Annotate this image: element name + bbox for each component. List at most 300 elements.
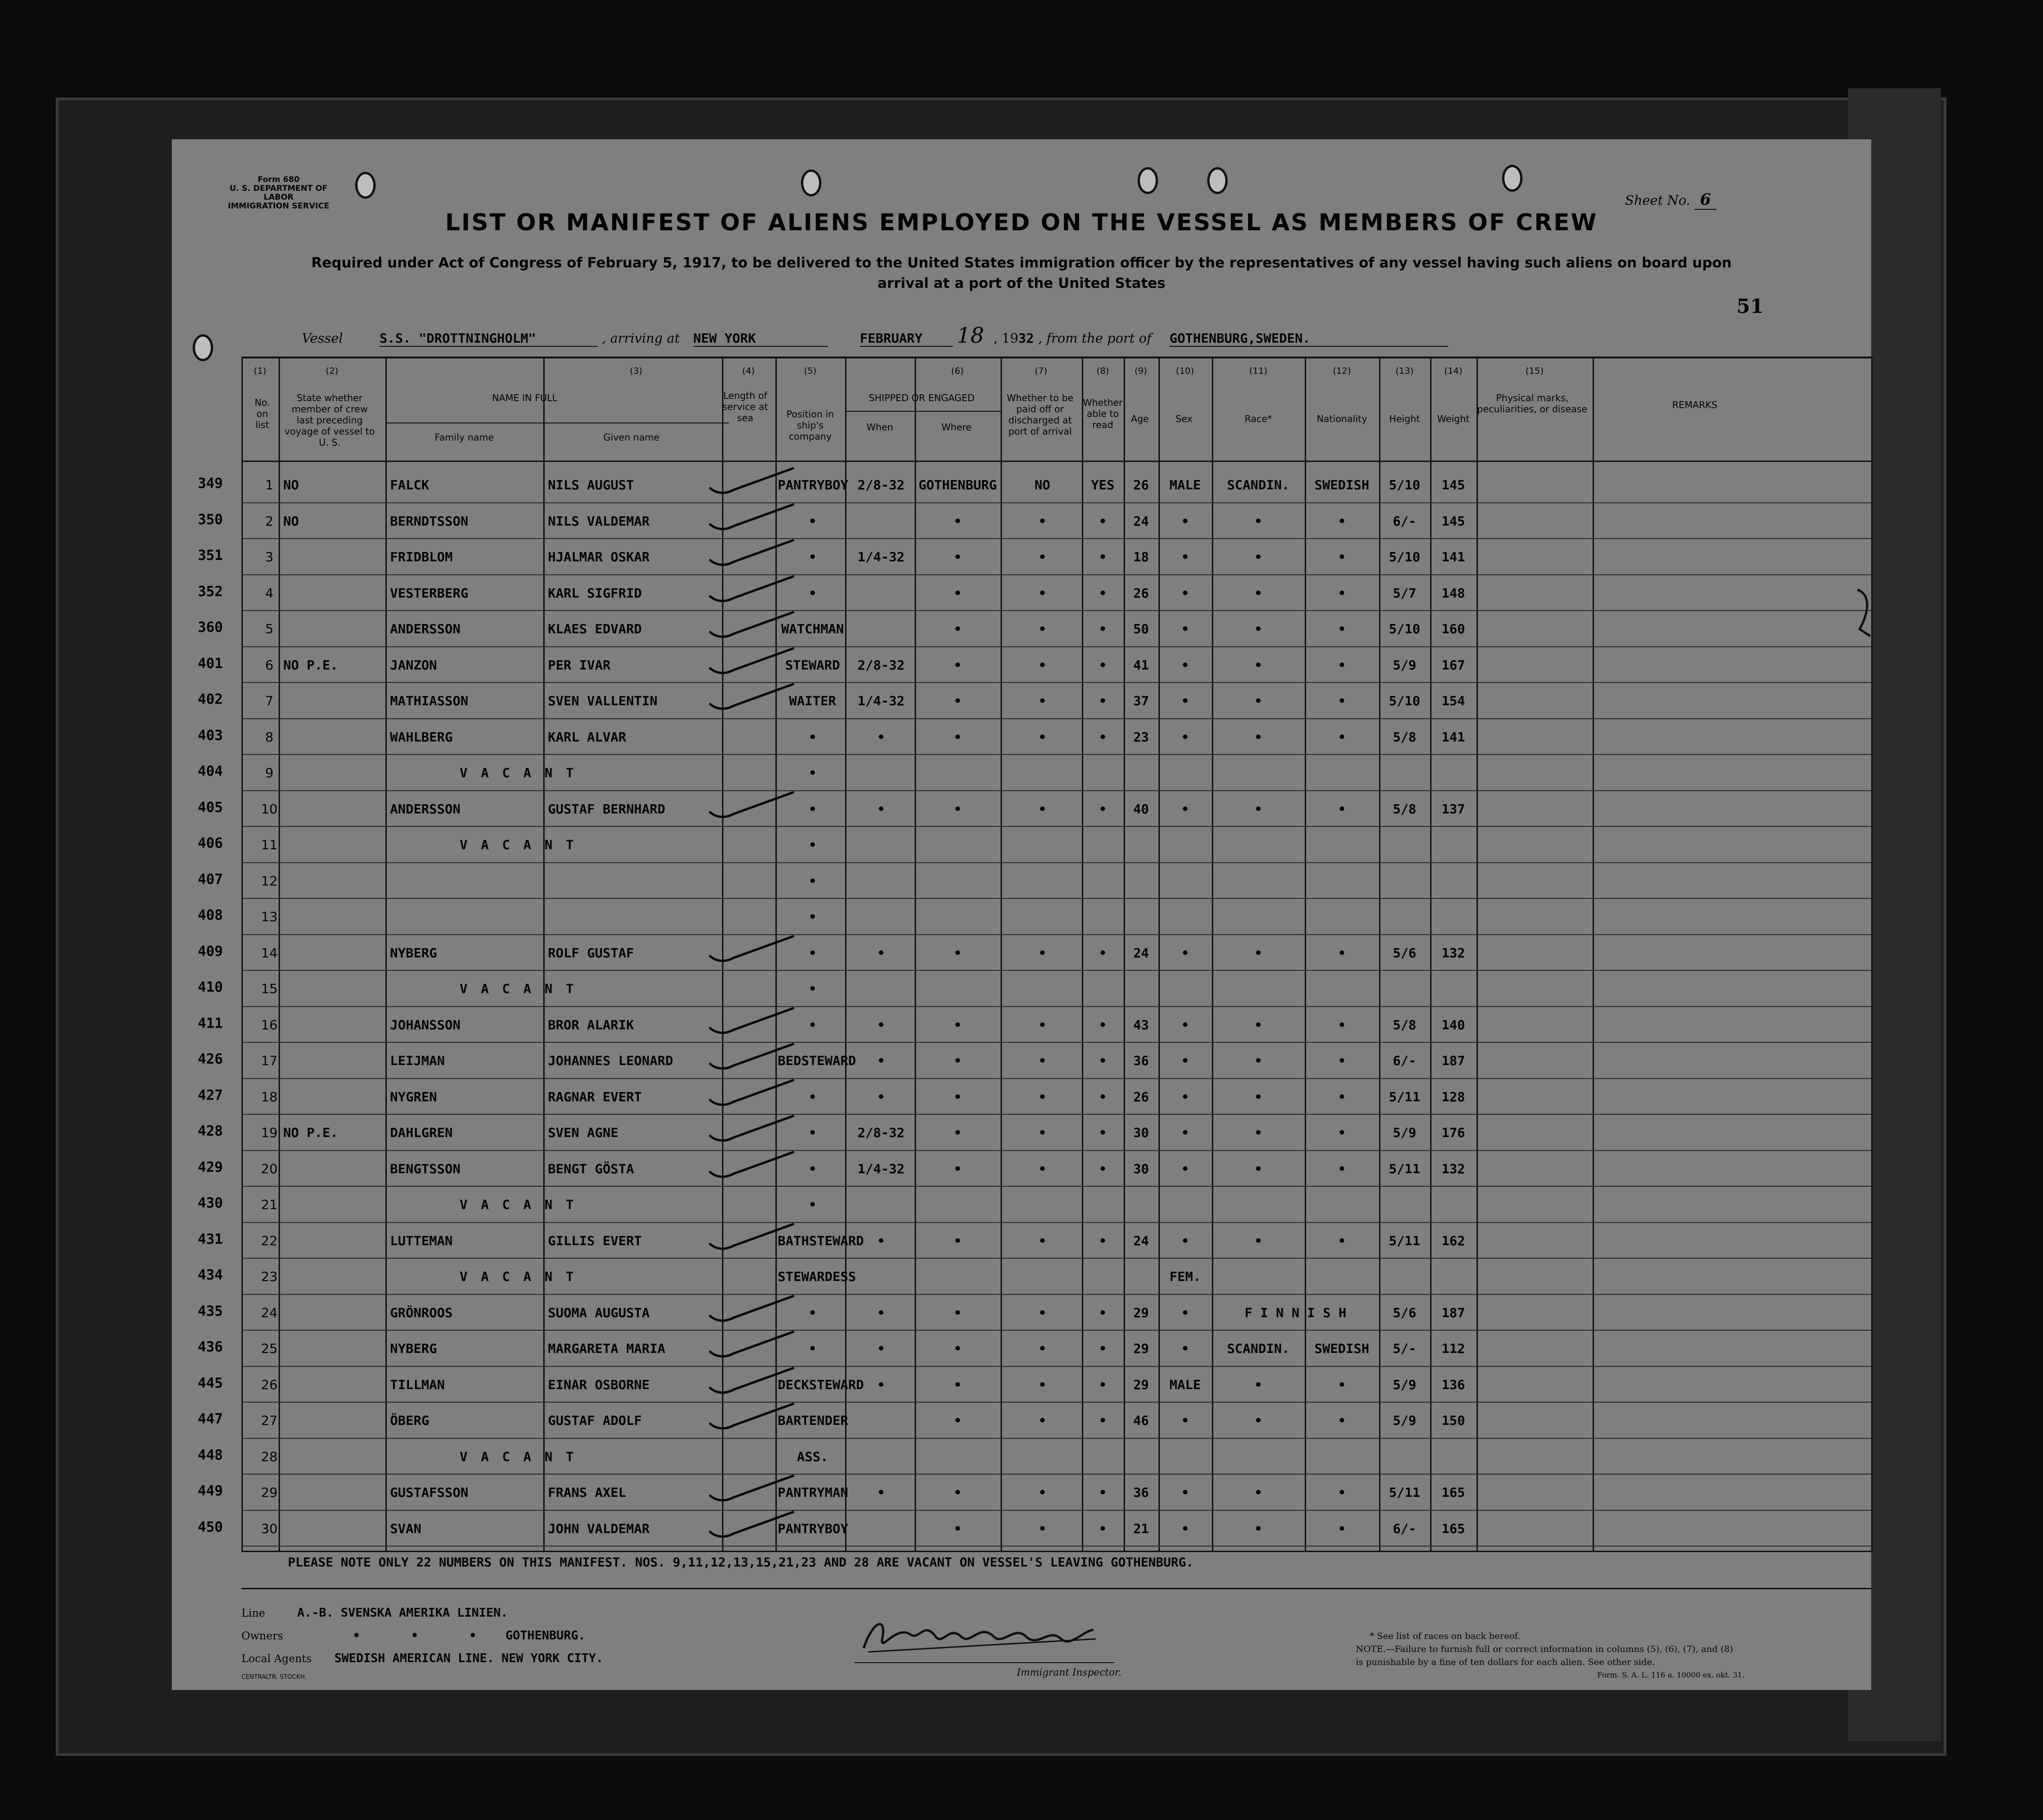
cell-position: •	[808, 585, 817, 601]
cell-weight: 165	[1441, 1521, 1465, 1536]
cell-race: SCANDIN.	[1227, 477, 1290, 493]
cell-nat: •	[1338, 621, 1346, 637]
sequence-number: 429	[197, 1159, 223, 1176]
cell-weight: 167	[1441, 657, 1465, 673]
cell-when: •	[877, 801, 885, 817]
column-number: (3)	[630, 366, 643, 376]
cell-family: TILLMAN	[390, 1377, 445, 1392]
page-title: LIST OR MANIFEST OF ALIENS EMPLOYED ON THE VESSEL AS MEMBERS OF CREW	[445, 209, 1598, 236]
cell-weight: 112	[1441, 1341, 1465, 1356]
cell-given: RAGNAR EVERT	[548, 1089, 642, 1105]
cell-weight: 145	[1441, 477, 1465, 493]
hdr-race: Race*	[1244, 413, 1272, 424]
vacant-label: V A C A N T	[460, 1449, 577, 1464]
penalty-note-2: is punishable by a fine of ten dollars for each alien. See other side.	[1356, 1657, 1655, 1667]
cell-age: 29	[1133, 1305, 1149, 1320]
column-number: (14)	[1444, 366, 1463, 376]
cell-position: •	[808, 549, 817, 565]
cell-where: •	[954, 1305, 962, 1320]
cell-where: •	[954, 1089, 962, 1105]
cell-height: 5/10	[1389, 693, 1420, 708]
cell-where: •	[954, 1017, 962, 1033]
cell-paid: •	[1038, 1305, 1047, 1320]
cell-when: 1/4-32	[857, 693, 905, 708]
cell-nat: SWEDISH	[1314, 1341, 1369, 1356]
check-mark	[706, 572, 799, 605]
cell-where: •	[954, 693, 962, 708]
cell-age: 41	[1133, 657, 1149, 673]
cell-nat: •	[1338, 729, 1346, 745]
cell-family: ANDERSSON	[390, 801, 461, 817]
cell-prev: NO	[283, 477, 299, 493]
cell-when: •	[877, 1341, 885, 1356]
cell-age: 26	[1133, 585, 1149, 601]
cell-read: •	[1099, 1233, 1107, 1248]
cell-height: 5/8	[1392, 801, 1417, 817]
cell-where: •	[954, 1161, 962, 1176]
cell-position: BEDSTEWARD	[778, 1053, 856, 1068]
cell-race: •	[1254, 549, 1262, 565]
sequence-number: 402	[197, 691, 223, 708]
cell-race: •	[1254, 693, 1262, 708]
cell-no: 2	[265, 513, 273, 529]
cell-read: •	[1099, 1053, 1107, 1068]
table-row	[172, 1332, 1871, 1369]
table-row	[172, 505, 1871, 541]
cell-when: •	[877, 1377, 885, 1392]
table-row	[172, 649, 1871, 685]
cell-weight: 176	[1441, 1125, 1465, 1140]
cell-age: 36	[1133, 1485, 1149, 1500]
table-row	[172, 1476, 1871, 1513]
cell-position: •	[808, 1341, 817, 1356]
hdr-state-whether: State whether member of crew last preceding voyage of vessel to U. S.	[284, 392, 375, 448]
cell-paid: •	[1038, 1161, 1047, 1176]
cell-paid: •	[1038, 657, 1047, 673]
check-mark	[706, 1508, 799, 1540]
cell-no: 5	[265, 621, 273, 637]
cell-given: ROLF GUSTAF	[548, 945, 634, 961]
cell-no: 18	[261, 1089, 278, 1105]
sheet-value: 6	[1694, 190, 1717, 210]
cell-given: SVEN AGNE	[548, 1125, 618, 1140]
table-row	[172, 577, 1871, 613]
sequence-number: 352	[197, 583, 223, 600]
cell-nat: •	[1338, 1089, 1346, 1105]
cell-race: •	[1254, 1161, 1262, 1176]
vacant-label: V A C A N T	[460, 765, 577, 780]
cell-position: PANTRYBOY	[778, 477, 848, 493]
footer-rule	[241, 1588, 1871, 1589]
cell-given: BROR ALARIK	[548, 1017, 634, 1033]
cell-read: •	[1099, 1017, 1107, 1033]
hdr-family-name: Family name	[435, 432, 494, 443]
cell-position: PANTRYBOY	[778, 1521, 848, 1536]
cell-no: 4	[265, 585, 273, 601]
cell-when: 1/4-32	[857, 549, 905, 565]
table-top-rule	[241, 357, 1871, 358]
cell-where: •	[954, 1377, 962, 1392]
column-number: (15)	[1525, 366, 1544, 376]
from-port: GOTHENBURG,SWEDEN.	[1170, 331, 1448, 347]
cell-position: •	[808, 837, 817, 852]
cell-nat: •	[1338, 801, 1346, 817]
cell-read: •	[1099, 657, 1107, 673]
cell-no: 15	[261, 981, 278, 996]
cell-race: •	[1254, 1521, 1262, 1536]
table-row	[172, 721, 1871, 757]
cell-position: •	[808, 765, 817, 780]
sequence-number: 351	[197, 547, 223, 564]
sequence-number: 411	[197, 1015, 223, 1032]
department: U. S. DEPARTMENT OF LABOR	[229, 184, 328, 202]
margin-mark	[1857, 585, 1871, 645]
cell-race: •	[1254, 1089, 1262, 1105]
cell-nat: •	[1338, 1017, 1346, 1033]
hdr-nationality: Nationality	[1316, 413, 1367, 424]
cell-family: LUTTEMAN	[390, 1233, 453, 1248]
cell-sex: •	[1181, 657, 1189, 673]
punch-hole	[355, 172, 376, 199]
sequence-number: 404	[197, 763, 223, 780]
cell-read: •	[1099, 1413, 1107, 1428]
cell-nat: •	[1338, 1161, 1346, 1176]
cell-position: •	[808, 729, 817, 745]
cell-nat: •	[1338, 945, 1346, 961]
cell-race: F I N N I S H	[1244, 1305, 1347, 1320]
cell-age: 36	[1133, 1053, 1149, 1068]
punch-hole	[801, 169, 821, 196]
cell-read: •	[1099, 549, 1107, 565]
hdr-length-service: Length of service at sea	[722, 390, 768, 423]
penalty-note-1: NOTE.—Failure to furnish full or correct information in columns (5), (6), (7), and (8)	[1356, 1644, 1733, 1654]
column-number: (8)	[1096, 366, 1109, 376]
cell-sex: •	[1181, 1521, 1189, 1536]
table-row	[172, 685, 1871, 721]
cell-nat: •	[1338, 513, 1346, 529]
cell-family: SVAN	[390, 1521, 422, 1536]
cell-when: •	[877, 1089, 885, 1105]
cell-nat: •	[1338, 585, 1346, 601]
cell-nat: •	[1338, 1053, 1346, 1068]
cell-race: •	[1254, 585, 1262, 601]
cell-position: ASS.	[797, 1449, 828, 1464]
cell-sex: FEM.	[1169, 1269, 1201, 1284]
cell-height: 5/6	[1392, 945, 1417, 961]
sequence-number: 403	[197, 727, 223, 744]
cell-position: WATCHMAN	[781, 621, 844, 637]
sequence-number: 430	[197, 1195, 223, 1211]
cell-race: •	[1254, 1017, 1262, 1033]
cell-no: 10	[261, 801, 278, 817]
cell-race: •	[1254, 1233, 1262, 1248]
cell-sex: •	[1181, 1125, 1189, 1140]
name-subrule	[385, 422, 729, 423]
check-mark	[706, 1040, 799, 1072]
cell-weight: 154	[1441, 693, 1465, 708]
cell-no: 11	[261, 837, 278, 852]
cell-no: 21	[261, 1197, 278, 1212]
cell-when: •	[877, 1017, 885, 1033]
hdr-physical-marks: Physical marks, peculiarities, or disease	[1477, 392, 1588, 415]
cell-where: •	[954, 1521, 962, 1536]
cell-nat: •	[1338, 1485, 1346, 1500]
cell-read: •	[1099, 1089, 1107, 1105]
check-mark	[706, 644, 799, 677]
cell-no: 1	[265, 477, 273, 493]
cell-read: •	[1099, 1341, 1107, 1356]
cell-weight: 132	[1441, 1161, 1465, 1176]
cell-sex: •	[1181, 1305, 1189, 1320]
cell-position: STEWARDESS	[778, 1269, 856, 1284]
cell-position: BARTENDER	[778, 1413, 848, 1428]
cell-age: 24	[1133, 945, 1149, 961]
cell-height: 5/10	[1389, 549, 1420, 565]
column-number: (12)	[1333, 366, 1351, 376]
cell-weight: 187	[1441, 1053, 1465, 1068]
table-row	[172, 1009, 1871, 1045]
table-row	[172, 1153, 1871, 1189]
cell-no: 30	[261, 1521, 278, 1536]
cell-read: •	[1099, 1161, 1107, 1176]
cell-given: KARL ALVAR	[548, 729, 626, 745]
cell-race: •	[1254, 621, 1262, 637]
cell-paid: •	[1038, 1053, 1047, 1068]
cell-family: ÖBERG	[390, 1413, 429, 1428]
inspector-label: Immigrant Inspector.	[1017, 1667, 1122, 1678]
column-number: (11)	[1249, 366, 1268, 376]
cell-read: •	[1099, 621, 1107, 637]
cell-position: •	[808, 1161, 817, 1176]
cell-height: 6/-	[1392, 1053, 1417, 1068]
column-number: (7)	[1035, 366, 1048, 376]
cell-given: HJALMAR OSKAR	[548, 549, 650, 565]
cell-no: 12	[261, 873, 278, 889]
cell-where: •	[954, 1341, 962, 1356]
cell-height: 5/11	[1389, 1089, 1420, 1105]
cell-paid: •	[1038, 1377, 1047, 1392]
cell-no: 24	[261, 1305, 278, 1320]
cell-read: •	[1099, 729, 1107, 745]
cell-age: 26	[1133, 477, 1149, 493]
vacancy-note: PLEASE NOTE ONLY 22 NUMBERS ON THIS MANIFEST. NOS. 9,11,12,13,15,21,23 AND 28 ARE VACANT ON VESSEL'S LEAVING GOTHENBURG.	[288, 1555, 1194, 1570]
cell-where: •	[954, 729, 962, 745]
cell-paid: •	[1038, 1413, 1047, 1428]
cell-nat: •	[1338, 549, 1346, 565]
cell-race: •	[1254, 1377, 1262, 1392]
cell-family: GRÖNROOS	[390, 1305, 453, 1320]
cell-sex: •	[1181, 549, 1189, 565]
form-number: Form 680	[257, 175, 300, 184]
cell-family: NYBERG	[390, 945, 437, 961]
hdr-name-in-full: NAME IN FULL	[492, 392, 558, 403]
cell-sex: •	[1181, 585, 1189, 601]
hdr-age: Age	[1131, 413, 1149, 424]
cell-position: DECKSTEWARD	[778, 1377, 864, 1392]
cell-age: 24	[1133, 1233, 1149, 1248]
cell-weight: 141	[1441, 549, 1465, 565]
cell-where: •	[954, 1053, 962, 1068]
vacant-label: V A C A N T	[460, 1197, 577, 1212]
column-number: (6)	[951, 366, 964, 376]
sequence-number: 409	[197, 943, 223, 960]
check-mark	[706, 788, 799, 821]
cell-age: 40	[1133, 801, 1149, 817]
cell-no: 8	[265, 729, 273, 745]
cell-where: GOTHENBURG	[918, 477, 997, 493]
cell-family: WAHLBERG	[390, 729, 453, 745]
cell-nat: •	[1338, 693, 1346, 708]
cell-position: •	[808, 1125, 817, 1140]
vacant-label: V A C A N T	[460, 981, 577, 996]
cell-weight: 136	[1441, 1377, 1465, 1392]
cell-given: SUOMA AUGUSTA	[548, 1305, 650, 1320]
table-row	[172, 1117, 1871, 1153]
table-row	[172, 1404, 1871, 1441]
sequence-number: 449	[197, 1483, 223, 1499]
sequence-number: 406	[197, 835, 223, 852]
column-number: (9)	[1134, 366, 1147, 376]
from-label: , from the port of	[1038, 331, 1152, 346]
cell-sex: MALE	[1169, 1377, 1201, 1392]
check-mark	[706, 1004, 799, 1037]
cell-weight: 140	[1441, 1017, 1465, 1033]
column-number: (1)	[254, 366, 267, 376]
cell-race: SCANDIN.	[1227, 1341, 1290, 1356]
form-code: Form. S. A. L. 116 a. 10000 ex. okt. 31.	[1597, 1670, 1745, 1679]
cell-position: •	[808, 1197, 817, 1212]
cell-nat: SWEDISH	[1314, 477, 1369, 493]
cell-position: •	[808, 513, 817, 529]
cell-nat: •	[1338, 1233, 1346, 1248]
owners-value: • • • GOTHENBURG.	[353, 1629, 586, 1643]
cell-family: FRIDBLOM	[390, 549, 453, 565]
shipped-subrule	[845, 411, 1001, 412]
cell-weight: 137	[1441, 801, 1465, 817]
cell-sex: •	[1181, 621, 1189, 637]
cell-sex: •	[1181, 1485, 1189, 1500]
table-row	[172, 973, 1871, 1009]
cell-where: •	[954, 801, 962, 817]
table-row	[172, 613, 1871, 649]
cell-weight: 141	[1441, 729, 1465, 745]
cell-no: 6	[265, 657, 273, 673]
sequence-number: 426	[197, 1051, 223, 1067]
cell-read: •	[1099, 1305, 1107, 1320]
check-mark	[706, 1112, 799, 1144]
cell-age: 37	[1133, 693, 1149, 708]
cell-where: •	[954, 1413, 962, 1428]
cell-age: 21	[1133, 1521, 1149, 1536]
cell-no: 16	[261, 1017, 278, 1033]
cell-paid: •	[1038, 1017, 1047, 1033]
table-row	[172, 793, 1871, 829]
cell-sex: •	[1181, 1017, 1189, 1033]
cell-when: •	[877, 1053, 885, 1068]
cell-where: •	[954, 621, 962, 637]
cell-given: PER IVAR	[548, 657, 611, 673]
cell-paid: •	[1038, 729, 1047, 745]
page-subtitle	[237, 253, 1806, 294]
cell-when: 1/4-32	[857, 1161, 905, 1176]
table-row	[172, 1369, 1871, 1405]
cell-height: 5/6	[1392, 1305, 1417, 1320]
vessel-name: S.S. "DROTTNINGHOLM"	[379, 331, 598, 347]
cell-no: 25	[261, 1341, 278, 1356]
cell-where: •	[954, 513, 962, 529]
column-number: (10)	[1176, 366, 1194, 376]
cell-weight: 162	[1441, 1233, 1465, 1248]
cell-paid: •	[1038, 513, 1047, 529]
cell-weight: 148	[1441, 585, 1465, 601]
cell-age: 29	[1133, 1377, 1149, 1392]
sequence-number: 407	[197, 871, 223, 888]
cell-family: NYBERG	[390, 1341, 437, 1356]
arriving-port: NEW YORK	[693, 331, 828, 347]
punch-hole	[1138, 167, 1158, 194]
cell-position: •	[808, 909, 817, 924]
cell-height: 5/11	[1389, 1233, 1420, 1248]
cell-race: •	[1254, 513, 1262, 529]
cell-race: •	[1254, 1485, 1262, 1500]
cell-no: 7	[265, 693, 273, 708]
check-mark	[706, 680, 799, 713]
table-row	[172, 901, 1871, 937]
cell-family: DAHLGREN	[390, 1125, 453, 1140]
printer-mark: CENTRALTR. STOCKH.	[241, 1674, 307, 1681]
table-row	[172, 937, 1871, 973]
check-mark	[706, 1472, 799, 1504]
cell-paid: •	[1038, 1233, 1047, 1248]
cell-sex: •	[1181, 1053, 1189, 1068]
cell-where: •	[954, 1485, 962, 1500]
cell-age: 43	[1133, 1017, 1149, 1033]
check-mark	[706, 464, 799, 497]
cell-sex: •	[1181, 1089, 1189, 1105]
cell-paid: NO	[1035, 477, 1050, 493]
cell-sex: •	[1181, 945, 1189, 961]
footer-notes	[1356, 1630, 1744, 1682]
punch-hole	[1502, 165, 1522, 192]
hdr-remarks: REMARKS	[1672, 399, 1718, 410]
cell-when: 2/8-32	[857, 657, 905, 673]
table-row	[172, 1513, 1871, 1549]
cell-position: •	[808, 1017, 817, 1033]
cell-sex: •	[1181, 1341, 1189, 1356]
cell-age: 30	[1133, 1125, 1149, 1140]
hdr-height: Height	[1389, 413, 1420, 424]
cell-race: •	[1254, 657, 1262, 673]
vacant-label: V A C A N T	[460, 1269, 577, 1284]
cell-sex: •	[1181, 1233, 1189, 1248]
cell-read: •	[1099, 801, 1107, 817]
cell-read: •	[1099, 1377, 1107, 1392]
cell-family: JOHANSSON	[390, 1017, 461, 1033]
check-mark	[706, 1292, 799, 1325]
cell-weight: 165	[1441, 1485, 1465, 1500]
cell-where: •	[954, 1233, 962, 1248]
cell-given: JOHANNES LEONARD	[548, 1053, 673, 1068]
cell-height: 6/-	[1392, 1521, 1417, 1536]
page-number: 51	[1737, 295, 1764, 318]
arrival-month: FEBRUARY	[860, 331, 953, 347]
cell-family: LEIJMAN	[390, 1053, 445, 1068]
cell-given: EINAR OSBORNE	[548, 1377, 650, 1392]
cell-paid: •	[1038, 585, 1047, 601]
cell-given: GILLIS EVERT	[548, 1233, 642, 1248]
table-row	[172, 1225, 1871, 1261]
cell-sex: •	[1181, 801, 1189, 817]
